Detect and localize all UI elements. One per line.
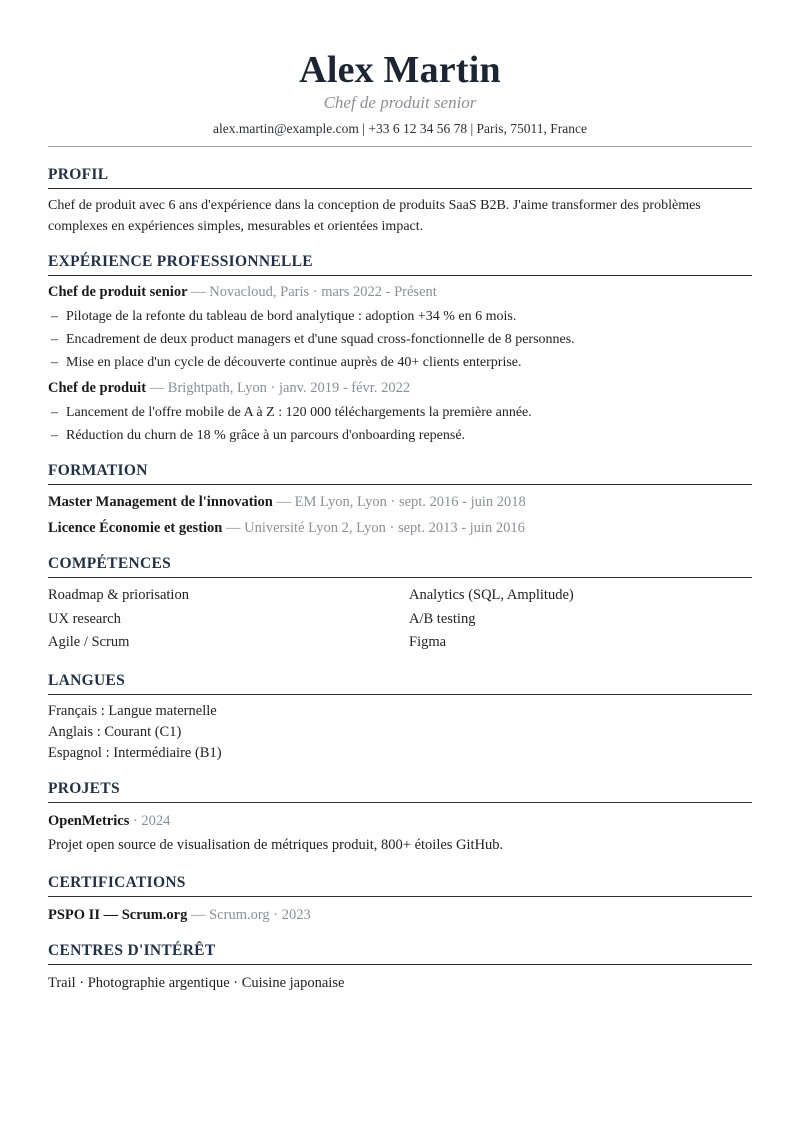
education-item — [48, 518, 752, 538]
certification-meta: — Scrum.org · 2023 — [187, 906, 311, 923]
resume-page — [48, 0, 752, 993]
certifications-section — [48, 873, 752, 925]
project-meta: · 2024 — [129, 812, 171, 829]
projects-section — [48, 779, 752, 855]
skill-item: Agile / Scrum — [48, 634, 130, 650]
project-header — [48, 811, 752, 831]
candidate-title: Chef de produit senior — [323, 93, 477, 112]
candidate-name: Alex Martin — [299, 49, 501, 91]
project-name: OpenMetrics — [48, 812, 130, 829]
job-header — [48, 282, 752, 302]
job-bullet: – Pilotage de la refonte du tableau de bord analytique : adoption +34 % en 6 mois. — [51, 309, 517, 324]
interests-text: Trail · Photographie argentique · Cuisine japonaise — [48, 974, 345, 991]
language-item: Français : Langue maternelle — [48, 702, 217, 719]
education-item — [48, 492, 752, 512]
certification-item — [48, 905, 752, 925]
skill-item: Analytics (SQL, Amplitude) — [409, 587, 574, 603]
job-meta: — Brightpath, Lyon · janv. 2019 - févr. 2022 — [146, 380, 411, 396]
section-heading-projects: PROJETS — [48, 779, 752, 803]
contact-line: alex.martin@example.com | +33 6 12 34 56 78 | Paris, 75011, France — [213, 121, 587, 136]
section-heading-skills: COMPÉTENCES — [48, 554, 752, 578]
languages-section — [48, 671, 752, 764]
profile-section — [48, 165, 752, 237]
section-heading-experience: EXPÉRIENCE PROFESSIONNELLE — [48, 252, 752, 276]
skill-item: Figma — [409, 634, 447, 650]
job-bullet: – Lancement de l'offre mobile de A à Z : 120 000 téléchargements la première année. — [51, 405, 532, 420]
job-entry — [48, 282, 752, 374]
skills-section — [48, 554, 752, 655]
degree-name: Licence Économie et gestion — [48, 520, 223, 536]
section-heading-education: FORMATION — [48, 461, 752, 485]
skill-item: A/B testing — [409, 610, 476, 627]
education-section — [48, 461, 752, 538]
job-bullet: – Réduction du churn de 18 % grâce à un parcours d'onboarding repensé. — [51, 428, 466, 443]
interests-section — [48, 941, 752, 993]
job-bullet: – Encadrement de deux product managers et d'une squad cross-fonctionnelle de 8 personnes. — [51, 332, 575, 347]
skill-item: Roadmap & priorisation — [48, 587, 189, 603]
job-header — [48, 378, 752, 398]
profile-text: Chef de produit avec 6 ans d'expérience dans la conception de produits SaaS B2B. J'aime transformer des problèmes complexes en expériences simples, mesurables et orientées impact. — [48, 198, 701, 234]
job-bullets — [48, 401, 752, 447]
job-entry — [48, 378, 752, 447]
certification-name: PSPO II — Scrum.org — [48, 906, 188, 923]
job-bullets — [48, 305, 752, 374]
degree-meta: — Université Lyon 2, Lyon · sept. 2013 - juin 2016 — [222, 520, 525, 536]
degree-meta: — EM Lyon, Lyon · sept. 2016 - juin 2018 — [272, 494, 526, 510]
section-heading-profile: PROFIL — [48, 165, 752, 189]
language-item: Anglais : Courant (C1) — [48, 723, 182, 740]
section-heading-certifications: CERTIFICATIONS — [48, 873, 752, 897]
skill-item: UX research — [48, 610, 121, 627]
project-description: Projet open source de visualisation de métriques produit, 800+ étoiles GitHub. — [48, 836, 504, 853]
skills-grid — [48, 584, 752, 655]
section-heading-languages: LANGUES — [48, 671, 752, 695]
experience-section — [48, 252, 752, 447]
degree-name: Master Management de l'innovation — [48, 494, 273, 510]
resume-header — [48, 48, 752, 147]
job-bullet: – Mise en place d'un cycle de découverte continue auprès de 40+ clients enterprise. — [51, 355, 522, 370]
languages-list — [48, 701, 752, 764]
job-role: Chef de produit — [48, 380, 147, 396]
header-divider — [48, 146, 752, 147]
language-item: Espagnol : Intermédiaire (B1) — [48, 744, 222, 761]
job-role: Chef de produit senior — [48, 284, 188, 300]
job-meta: — Novacloud, Paris · mars 2022 - Présent — [187, 284, 437, 300]
section-heading-interests: CENTRES D'INTÉRÊT — [48, 941, 752, 965]
